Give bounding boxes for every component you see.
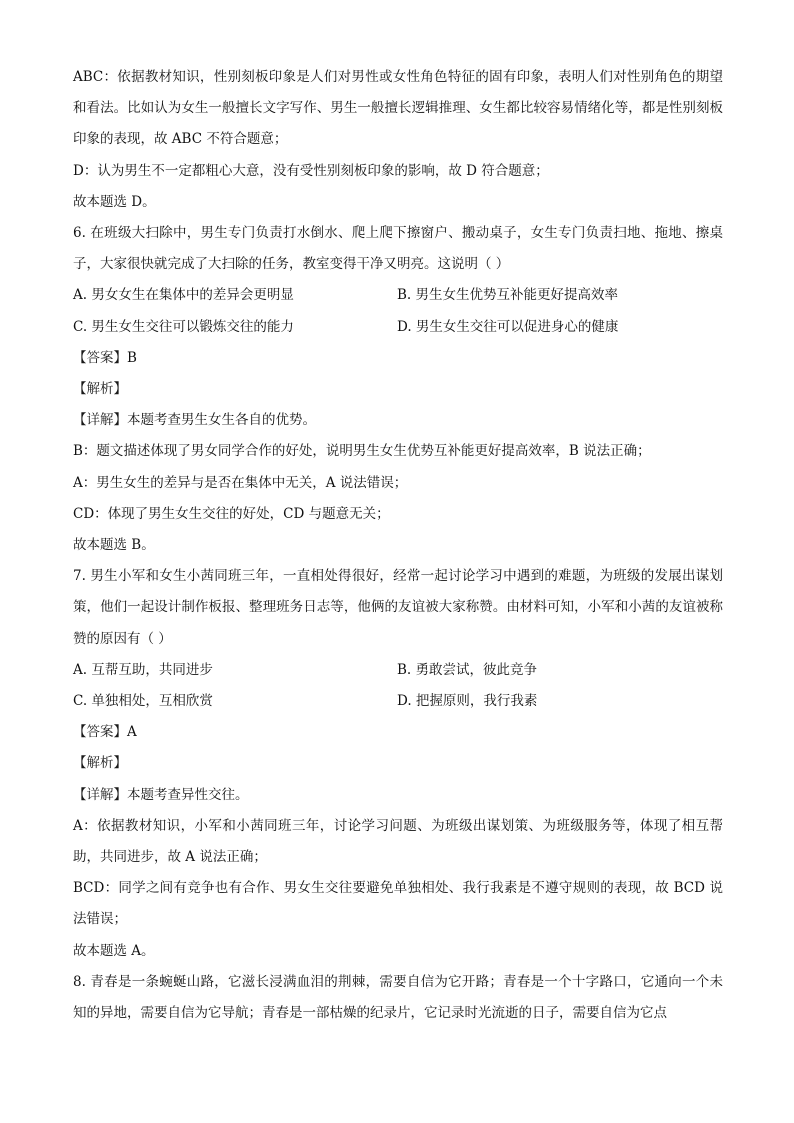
section-line xyxy=(73,374,723,405)
paragraph: 7. 男生小军和女生小茜同班三年，一直相处得很好，经常一起讨论学习中遇到的难题，为班级的发展出谋划策，他们一起设计制作板报、整理班务日志等，他俩的友谊被大家称赞。由材料可知，小军和小茜的友谊被称赞的原因有（ ） xyxy=(73,568,723,647)
paragraph: 8. 青春是一条蜿蜒山路，它滋长浸满血泪的荆棘，需要自信为它开路；青春是一个十字路口，它通向一个未知的异地，需要自信为它导航；青春是一部枯燥的纪录片，它记录时光流逝的日子，需要自信为它点 xyxy=(73,973,723,1022)
option-right: B. 男生女生优势互补能更好提高效率 xyxy=(397,287,619,304)
option-right: D. 把握原则，我行我素 xyxy=(397,693,538,710)
section-tag: 【详解】 xyxy=(73,412,127,429)
paragraph: D：认为男生不一定都粗心大意，没有受性别刻板印象的影响，故 D 符合题意； xyxy=(73,162,549,179)
paragraph: 6. 在班级大扫除中，男生专门负责打水倒水、爬上爬下擦窗户、搬动桌子，女生专门负责扫地、拖地、擦桌子，大家很快就完成了大扫除的任务，教室变得干净又明亮。这说明（ ） xyxy=(73,225,723,273)
option-row xyxy=(73,280,723,311)
option-left: A. 互帮互助，共同进步 xyxy=(73,661,213,678)
section-tag: 【详解】 xyxy=(73,786,127,803)
option-row xyxy=(73,312,723,343)
paragraph: A：男生女生的差异与是否在集体中无关，A 说法错误； xyxy=(73,474,408,491)
option-left: C. 单独相处，互相欣赏 xyxy=(73,693,213,710)
section-line xyxy=(73,717,723,748)
option-row xyxy=(73,655,723,686)
section-line xyxy=(73,405,723,436)
paragraph: 故本题选 D。 xyxy=(73,193,156,210)
document-page xyxy=(73,62,723,1029)
paragraph: 故本题选 A。 xyxy=(73,942,155,959)
option-right: D. 男生女生交往可以促进身心的健康 xyxy=(397,318,619,335)
section-line xyxy=(73,343,723,374)
option-left: C. 男生女生交往可以锻炼交往的能力 xyxy=(73,318,294,335)
paragraph: A：依据教材知识，小军和小茜同班三年，讨论学习问题、为班级出谋划策、为班级服务等，体现了相互帮助，共同进步，故 A 说法正确； xyxy=(73,817,723,866)
option-left: A. 男女女生在集体中的差异会更明显 xyxy=(73,287,294,304)
section-tag: 【答案】 xyxy=(73,724,127,741)
option-row xyxy=(73,686,723,717)
section-text: B xyxy=(127,349,137,366)
paragraph: B：题文描述体现了男女同学合作的好处，说明男生女生优势互补能更好提高效率，B 说法正确； xyxy=(73,443,651,460)
section-text: 本题考查男生女生各自的优势。 xyxy=(127,412,316,429)
section-line xyxy=(73,748,723,779)
paragraph: BCD：同学之间有竞争也有合作、男女生交往要避免单独相处、我行我素是不遵守规则的表现，故 BCD 说法错误； xyxy=(73,880,723,928)
section-tag: 【解析】 xyxy=(73,381,127,398)
option-right: B. 勇敢尝试，彼此竞争 xyxy=(397,661,538,678)
paragraph: CD：体现了男生女生交往的好处，CD 与题意无关； xyxy=(73,505,390,522)
paragraph: ABC：依据教材知识，性别刻板印象是人们对男性或女性角色特征的固有印象，表明人们对性别角色的期望和看法。比如认为女生一般擅长文字写作、男生一般擅长逻辑推理、女生都比较容易情绪化等，都是性别刻板印象的表现，故 ABC 不符合题意； xyxy=(73,69,723,148)
section-line xyxy=(73,780,723,811)
section-text: A xyxy=(127,724,137,741)
paragraph: 故本题选 B。 xyxy=(73,537,155,554)
section-tag: 【解析】 xyxy=(73,755,127,772)
section-tag: 【答案】 xyxy=(73,349,127,366)
section-text: 本题考查异性交往。 xyxy=(127,786,249,803)
